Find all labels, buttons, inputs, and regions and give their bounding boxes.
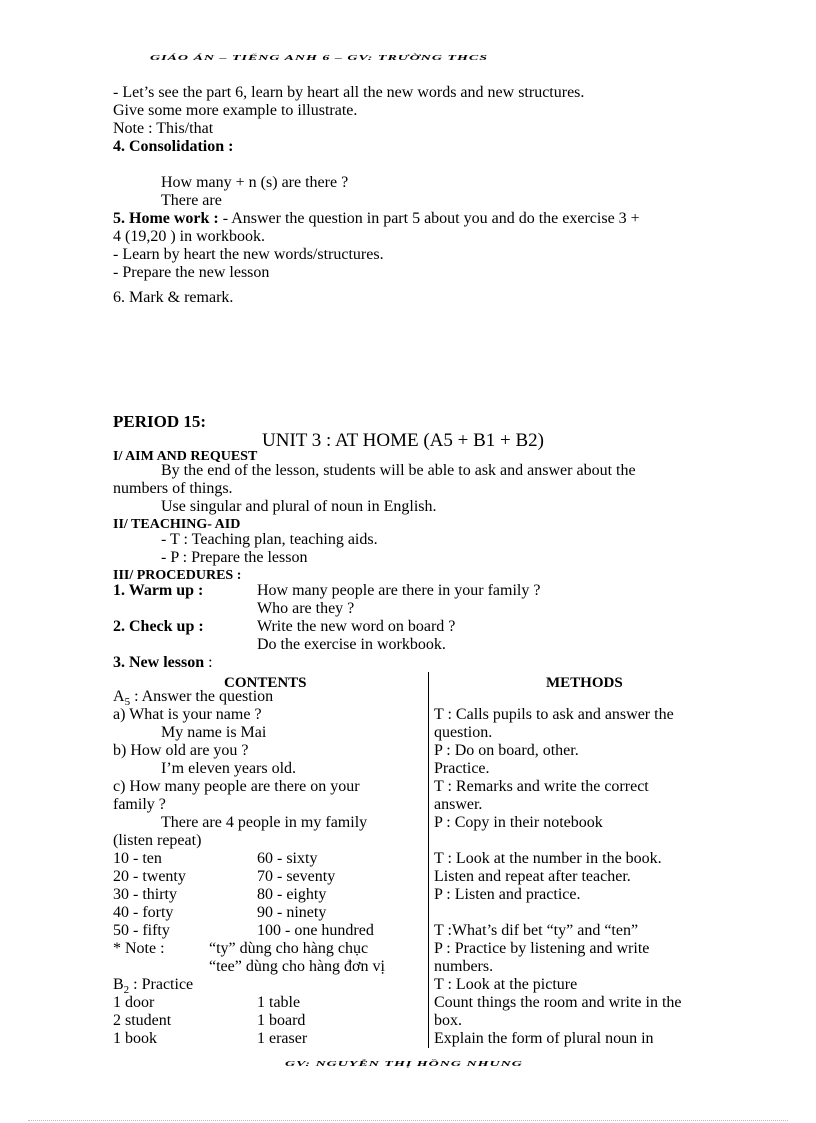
text-line: 4 (19,20 ) in workbook. — [113, 228, 265, 245]
aim-heading: I/ AIM AND REQUEST — [113, 449, 258, 464]
check-up-label: 2. Check up : — [113, 618, 204, 635]
text-line: - Let’s see the part 6, learn by heart all the new words and new structures. — [113, 84, 585, 101]
number-left: 40 - forty — [113, 904, 174, 921]
b2-letter: B — [113, 976, 124, 993]
number-left: 20 - twenty — [113, 868, 186, 885]
content-line: b) How old are you ? — [113, 742, 249, 759]
column-divider — [428, 672, 429, 1048]
page-header: GIÁO ÁN – TIẾNG ANH 6 – GV: TRƯỜNG THCS — [150, 54, 489, 63]
number-left: 30 - thirty — [113, 886, 177, 903]
method-line: P : Do on board, other. — [434, 742, 579, 759]
method-line: numbers. — [434, 958, 494, 975]
content-line: a) What is your name ? — [113, 706, 262, 723]
method-line: P : Listen and practice. — [434, 886, 581, 903]
page-footer: GV: NGUYỄN THỊ HỒNG NHUNG — [285, 1060, 523, 1069]
contents-header: CONTENTS — [224, 675, 307, 691]
content-line: My name is Mai — [161, 724, 267, 741]
number-right: 90 - ninety — [257, 904, 327, 921]
text-line: Note : This/that — [113, 120, 214, 137]
number-right: 70 - seventy — [257, 868, 336, 885]
content-line: I’m eleven years old. — [161, 760, 297, 777]
a5-text: : Answer the question — [130, 688, 274, 705]
content-line: There are 4 people in my family — [161, 814, 368, 831]
text-line: numbers of things. — [113, 480, 233, 497]
note-line: “ty” dùng cho hàng chục — [209, 940, 369, 957]
content-line: c) How many people are there on your — [113, 778, 360, 795]
content-line: family ? — [113, 796, 166, 813]
method-line: T : Remarks and write the correct — [434, 778, 649, 795]
a5-letter: A — [113, 688, 125, 705]
a5-subscript: 5 — [124, 696, 131, 709]
method-line: T : Calls pupils to ask and answer the — [434, 706, 674, 723]
item-left: 1 door — [113, 994, 155, 1011]
note-line: “tee” dùng cho hàng đơn vị — [209, 958, 385, 975]
text-line: Write the new word on board ? — [257, 618, 456, 635]
number-right: 60 - sixty — [257, 850, 318, 867]
text-line: How many + n (s) are there ? — [161, 174, 349, 191]
method-line: answer. — [434, 796, 483, 813]
number-left: 50 - fifty — [113, 922, 170, 939]
number-right: 80 - eighty — [257, 886, 327, 903]
text-line: There are — [161, 192, 222, 209]
new-lesson-line — [113, 654, 213, 672]
text-line: - Prepare the new lesson — [113, 264, 270, 281]
method-line: P : Copy in their notebook — [434, 814, 603, 831]
b2-subscript: 2 — [123, 984, 130, 997]
note-label: * Note : — [113, 940, 165, 957]
text-line: - P : Prepare the lesson — [161, 549, 308, 566]
method-line: Listen and repeat after teacher. — [434, 868, 631, 885]
method-line: T : Look at the picture — [434, 976, 578, 993]
text-line: Do the exercise in workbook. — [257, 636, 446, 653]
text-line: - T : Teaching plan, teaching aids. — [161, 531, 378, 548]
warm-up-label: 1. Warm up : — [113, 582, 204, 599]
b2-text: : Practice — [129, 976, 194, 993]
procedures-heading: III/ PROCEDURES : — [113, 568, 242, 583]
text-line: How many people are there in your family ? — [257, 582, 541, 599]
number-right: 100 - one hundred — [257, 922, 374, 939]
mark-heading: 6. Mark & remark. — [113, 289, 234, 306]
methods-header: METHODS — [546, 675, 623, 691]
teaching-aid-heading: II/ TEACHING- AID — [113, 517, 241, 532]
period-heading: PERIOD 15: — [113, 412, 207, 431]
method-line: box. — [434, 1012, 462, 1029]
method-line: T :What’s dif bet “ty” and “ten” — [434, 922, 639, 939]
method-line: P : Practice by listening and write — [434, 940, 650, 957]
homework-line — [113, 210, 640, 228]
text-line: Who are they ? — [257, 600, 355, 617]
text-line: - Learn by heart the new words/structures. — [113, 246, 384, 263]
homework-label: 5. Home work : — [113, 210, 219, 227]
number-left: 10 - ten — [113, 850, 162, 867]
method-line: question. — [434, 724, 493, 741]
page-bottom-divider — [28, 1120, 788, 1121]
item-right: 1 table — [257, 994, 301, 1011]
item-left: 2 student — [113, 1012, 172, 1029]
method-line: Explain the form of plural noun in — [434, 1030, 654, 1047]
method-line: Count things the room and write in the — [434, 994, 682, 1011]
item-right: 1 eraser — [257, 1030, 308, 1047]
text-line: Use singular and plural of noun in English. — [161, 498, 437, 515]
text-line: By the end of the lesson, students will be able to ask and answer about the — [161, 462, 636, 479]
method-line: Practice. — [434, 760, 490, 777]
method-line: T : Look at the number in the book. — [434, 850, 662, 867]
item-left: 1 book — [113, 1030, 157, 1047]
new-lesson-label: 3. New lesson — [113, 654, 205, 671]
text-line: Give some more example to illustrate. — [113, 102, 358, 119]
new-lesson-colon: : — [204, 654, 213, 671]
unit-title: UNIT 3 : AT HOME (A5 + B1 + B2) — [262, 430, 544, 451]
homework-text: - Answer the question in part 5 about you and do the exercise 3 + — [218, 210, 640, 227]
item-right: 1 board — [257, 1012, 306, 1029]
consolidation-heading: 4. Consolidation : — [113, 138, 234, 155]
content-line: (listen repeat) — [113, 832, 202, 849]
